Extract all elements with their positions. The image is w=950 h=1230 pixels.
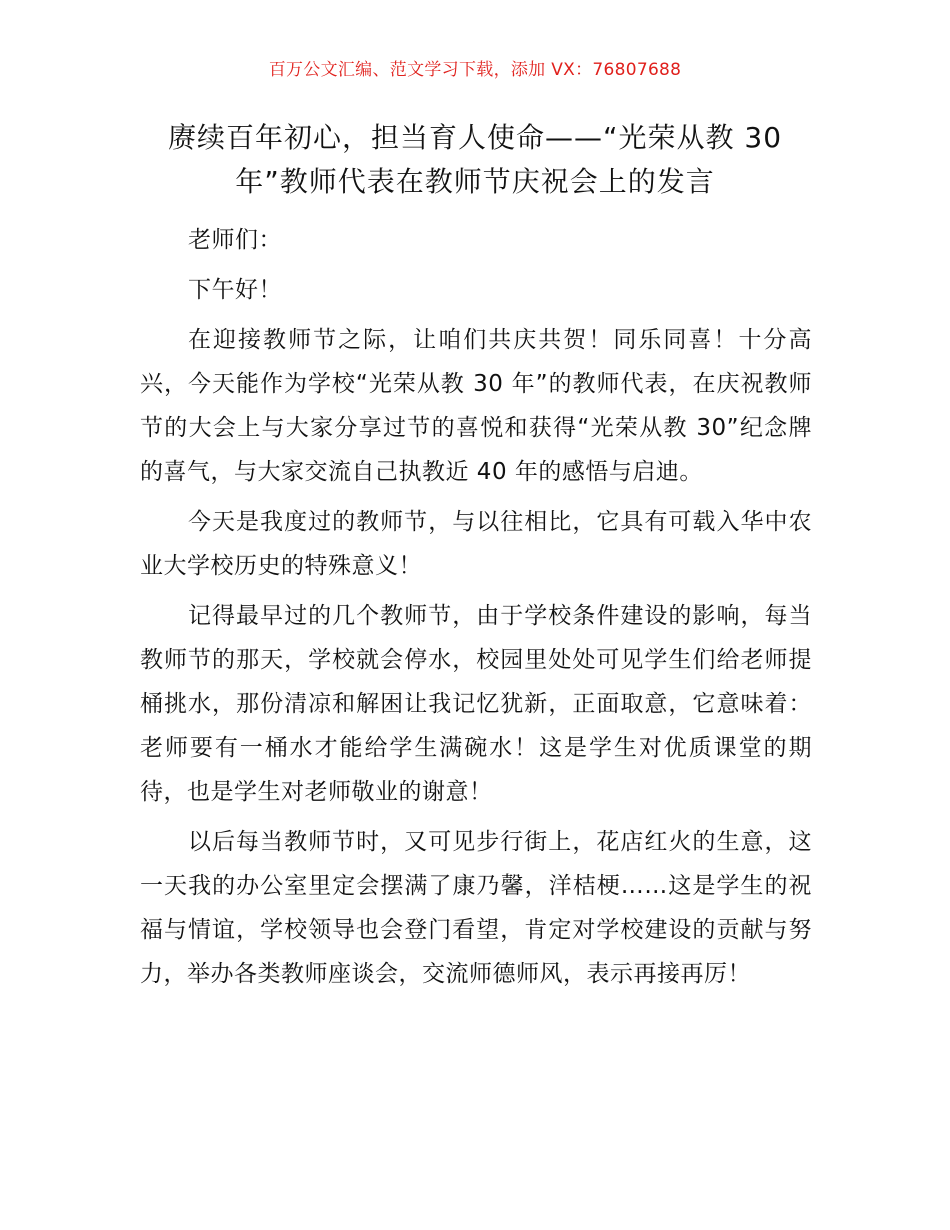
paragraph-1: 在迎接教师节之际，让咱们共庆共贺！同乐同喜！十分高兴，今天能作为学校“光荣从教 30 年”的教师代表，在庆祝教师节的大会上与大家分享过节的喜悦和获得“光荣从教 30”纪念牌的喜气，与大家交流自己执教近 40 年的感悟与启迪。 xyxy=(140,327,812,485)
header-watermark-note: 百万公文汇编、范文学习下载，添加 VX：76807688 xyxy=(268,60,682,80)
greeting: 下午好！ xyxy=(188,277,282,303)
salutation: 老师们： xyxy=(188,227,282,253)
document-title: 赓续百年初心，担当育人使命——“光荣从教 30 年”教师代表在教师节庆祝会上的发言 xyxy=(167,121,783,198)
document-body xyxy=(140,218,812,1002)
paragraph-3: 记得最早过的几个教师节，由于学校条件建设的影响，每当教师节的那天，学校就会停水，校园里处处可见学生们给老师提桶挑水，那份清凉和解困让我记忆犹新，正面取意，它意味着：老师要有一桶水才能给学生满碗水！这是学生对优质课堂的期待，也是学生对老师敬业的谢意！ xyxy=(140,603,812,805)
paragraph-4: 以后每当教师节时，又可见步行街上，花店红火的生意，这一天我的办公室里定会摆满了康乃馨，洋桔梗……这是学生的祝福与情谊，学校领导也会登门看望，肯定对学校建设的贡献与努力，举办各类教师座谈会，交流师德师风，表示再接再厉！ xyxy=(140,829,812,987)
paragraph-2: 今天是我度过的教师节，与以往相比，它具有可载入华中农业大学校历史的特殊意义！ xyxy=(140,509,812,579)
